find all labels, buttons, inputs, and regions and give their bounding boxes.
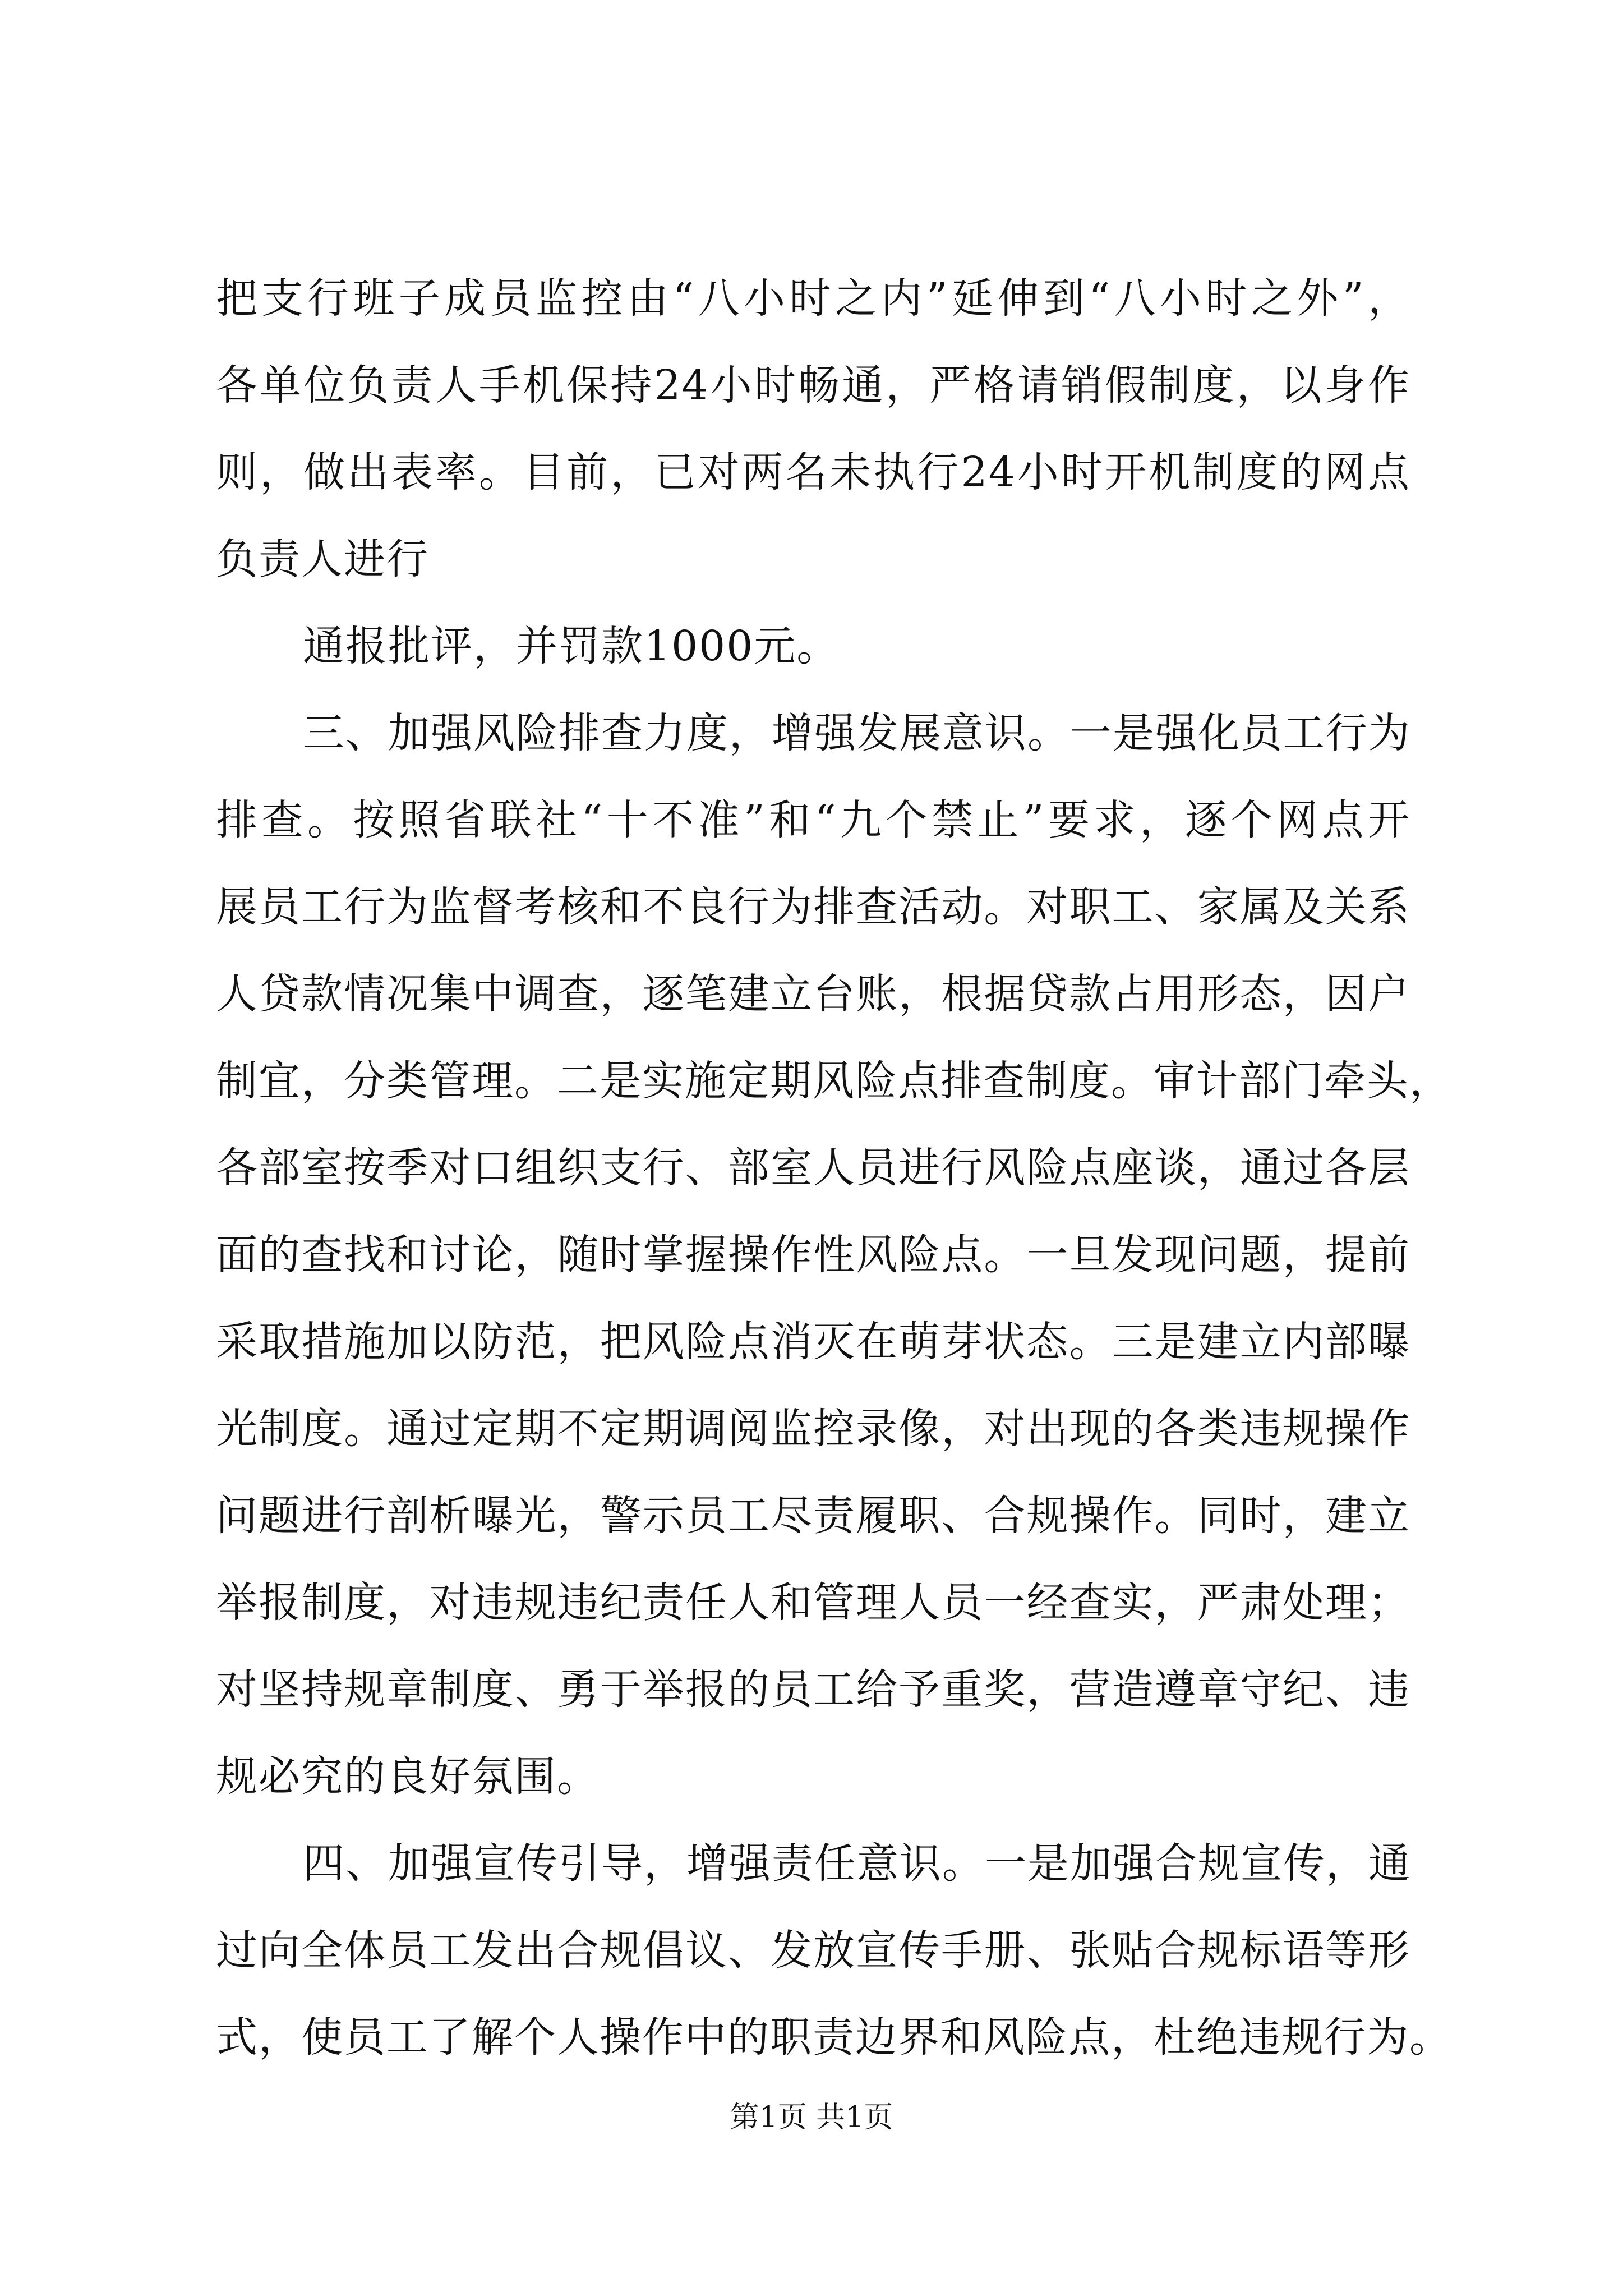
text-line: 问题进行剖析曝光，警示员工尽责履职、合规操作。同时，建立 (216, 1492, 1410, 1540)
text-line: 举报制度，对违规违纪责任人和管理人员一经查实，严肃处理； (216, 1579, 1410, 1627)
text-line: 人贷款情况集中调查，逐笔建立台账，根据贷款占用形态，因户 (216, 970, 1410, 1018)
text-line: 展员工行为监督考核和不良行为排查活动。对职工、家属及关系 (216, 883, 1410, 931)
text-line: 负责人进行 (216, 535, 429, 583)
text-line: 三、加强风险排查力度，增强发展意识。一是强化员工行为 (303, 709, 1411, 757)
text-line: 则，做出表率。目前，已对两名未执行24小时开机制度的网点 (216, 448, 1410, 496)
text-line: 过向全体员工发出合规倡议、发放宣传手册、张贴合规标语等形 (216, 1926, 1410, 1975)
text-line: 光制度。通过定期不定期调阅监控录像，对出现的各类违规操作 (216, 1405, 1410, 1453)
text-line: 采取措施加以防范，把风险点消灭在萌芽状态。三是建立内部曝 (216, 1318, 1410, 1366)
text-line: 各单位负责人手机保持24小时畅通，严格请销假制度，以身作 (216, 361, 1410, 409)
text-line: 把支行班子成员监控由“八小时之内”延伸到“八小时之外”， (216, 274, 1410, 323)
page-footer: 第1页 共1页 (730, 2101, 893, 2134)
text-line: 四、加强宣传引导，增强责任意识。一是加强合规宣传，通 (303, 1839, 1411, 1888)
text-line: 各部室按季对口组织支行、部室人员进行风险点座谈，通过各层 (216, 1144, 1410, 1192)
text-line: 排查。按照省联社“十不准”和“九个禁止”要求，逐个网点开 (216, 796, 1410, 844)
text-line: 对坚持规章制度、勇于举报的员工给予重奖，营造遵章守纪、违 (216, 1665, 1410, 1714)
text-line: 通报批评，并罚款1000元。 (303, 622, 840, 670)
text-line: 规必究的良好氛围。 (216, 1752, 600, 1801)
text-line: 式，使员工了解个人操作中的职责边界和风险点，杜绝违规行为。 (216, 2013, 1452, 2062)
document-body (216, 255, 1452, 2081)
text-line: 制宜，分类管理。二是实施定期风险点排查制度。审计部门牵头， (216, 1057, 1452, 1105)
text-line: 面的查找和讨论，随时掌握操作性风险点。一旦发现问题，提前 (216, 1231, 1410, 1279)
